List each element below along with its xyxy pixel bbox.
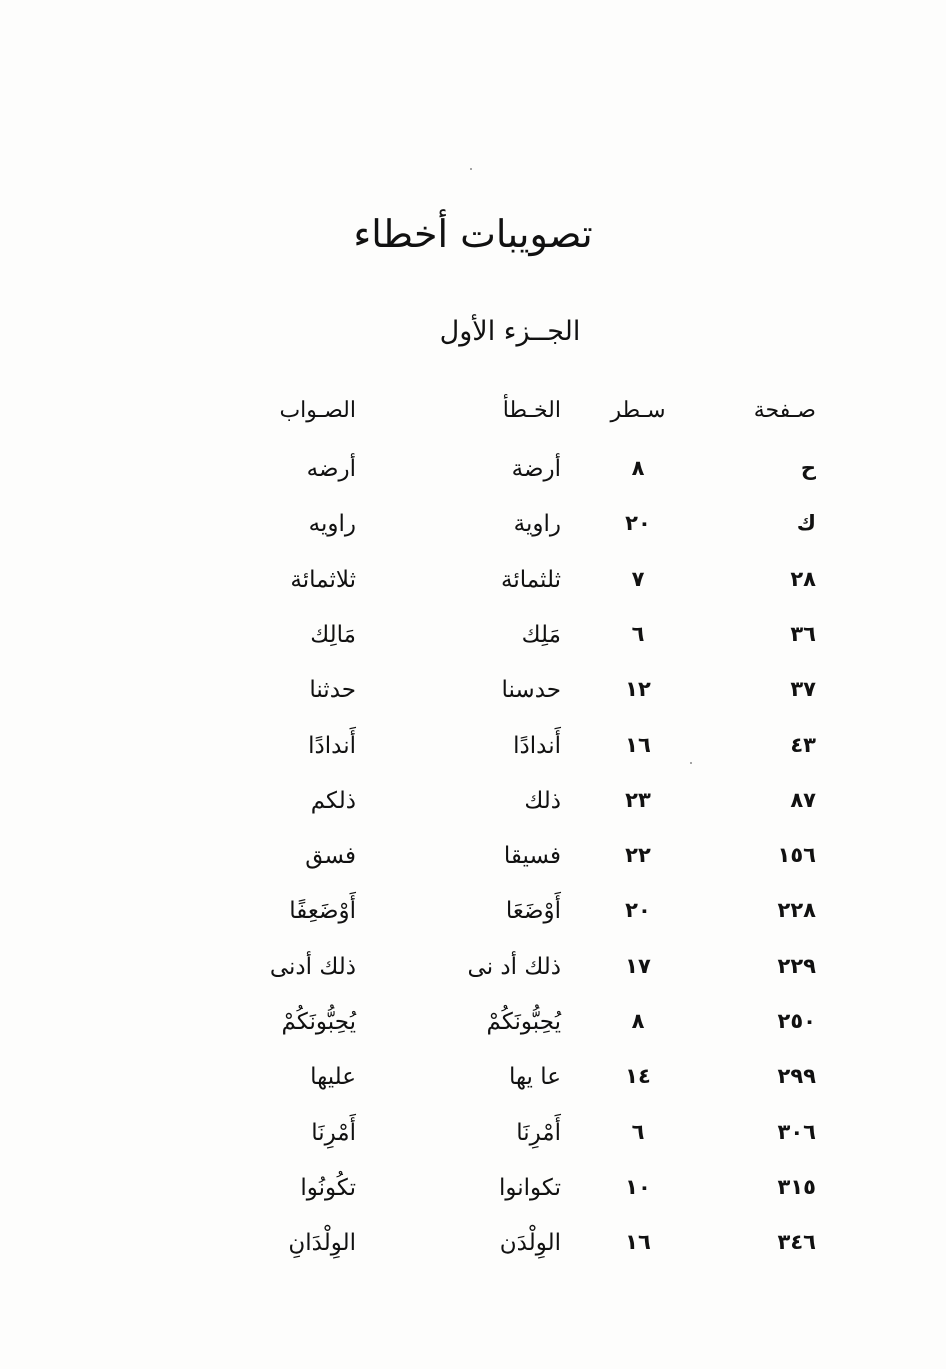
row-line: ١٧ — [625, 954, 651, 978]
row-wrong: أرضة — [511, 456, 561, 482]
row-wrong: حدسنا — [501, 677, 561, 703]
row-page: ٣٤٦ — [777, 1230, 816, 1254]
row-wrong: ثلثمائة — [501, 567, 561, 593]
row-correct: الوِلْدَانِ — [288, 1230, 356, 1256]
row-page: ك — [796, 511, 816, 535]
row-page: ٢٥٠ — [777, 1009, 816, 1033]
row-line: ١٤ — [625, 1064, 651, 1088]
row-correct: أَمْرِنَا — [311, 1120, 356, 1146]
row-page: ٢٢٩ — [777, 954, 816, 978]
row-page: ٣٧ — [790, 677, 816, 701]
row-wrong: أَندادًا — [513, 733, 561, 759]
row-wrong: الوِلْدَن — [499, 1230, 561, 1256]
row-line: ٢٠ — [625, 511, 651, 535]
section-subtitle: الجــزء الأول — [439, 316, 581, 347]
row-page: ٢٩٩ — [777, 1064, 816, 1088]
header-page: صـفحة — [753, 398, 816, 423]
row-page: ٣٦ — [790, 622, 816, 646]
row-line: ٧ — [631, 567, 645, 591]
row-correct: أَندادًا — [308, 733, 356, 759]
row-line: ٨ — [631, 456, 645, 480]
row-correct: أرضه — [306, 456, 356, 482]
row-wrong: مَلِك — [521, 622, 561, 648]
header-correct: الصـواب — [279, 398, 356, 423]
row-correct: عليها — [310, 1064, 356, 1090]
row-correct: حدثنا — [309, 677, 356, 703]
row-page: ٣٠٦ — [777, 1120, 816, 1144]
header-wrong: الخـطأ — [502, 398, 561, 423]
row-correct: أَوْضَعِفًا — [289, 898, 356, 924]
row-wrong: يُحِبُّونَكُمْ — [486, 1009, 561, 1035]
row-page: ٨٧ — [790, 788, 816, 812]
header-line: سـطر — [610, 398, 666, 423]
row-line: ٢٢ — [625, 843, 651, 867]
row-line: ١٦ — [625, 1230, 651, 1254]
row-wrong: ذلك أد نى — [467, 954, 561, 980]
row-page: ١٥٦ — [777, 843, 816, 867]
row-correct: راويه — [308, 511, 356, 537]
row-correct: فسق — [305, 843, 356, 869]
row-wrong: أَمْرِنَا — [516, 1120, 561, 1146]
row-page: ٢٢٨ — [777, 898, 816, 922]
row-line: ٢٠ — [625, 898, 651, 922]
row-page: ٣١٥ — [777, 1175, 816, 1199]
row-correct: يُحِبُّونَكُمْ — [281, 1009, 356, 1035]
row-line: ١٠ — [625, 1175, 651, 1199]
row-correct: تكُونُوا — [300, 1175, 356, 1201]
row-correct: ثلاثمائة — [290, 567, 356, 593]
row-line: ١٦ — [625, 733, 651, 757]
row-wrong: أَوْضَعَا — [505, 898, 561, 924]
row-page: ح — [800, 456, 816, 480]
page-title: تصويبات أخطاء — [353, 212, 593, 256]
row-correct: مَالِك — [310, 622, 356, 648]
row-line: ١٢ — [625, 677, 651, 701]
row-line: ٦ — [631, 622, 645, 646]
row-wrong: ذلك — [524, 788, 561, 814]
paper-speck — [470, 168, 472, 170]
row-line: ٨ — [631, 1009, 645, 1033]
row-page: ٤٣ — [790, 733, 816, 757]
paper-speck — [690, 762, 692, 764]
row-page: ٢٨ — [790, 567, 816, 591]
row-wrong: تكوانوا — [498, 1175, 561, 1201]
row-wrong: عا يها — [508, 1064, 561, 1090]
row-line: ٦ — [631, 1120, 645, 1144]
row-correct: ذلكم — [310, 788, 356, 814]
row-wrong: راوية — [513, 511, 561, 537]
row-wrong: فسيقا — [503, 843, 561, 869]
row-correct: ذلك أدنى — [269, 954, 356, 980]
row-line: ٢٣ — [625, 788, 651, 812]
